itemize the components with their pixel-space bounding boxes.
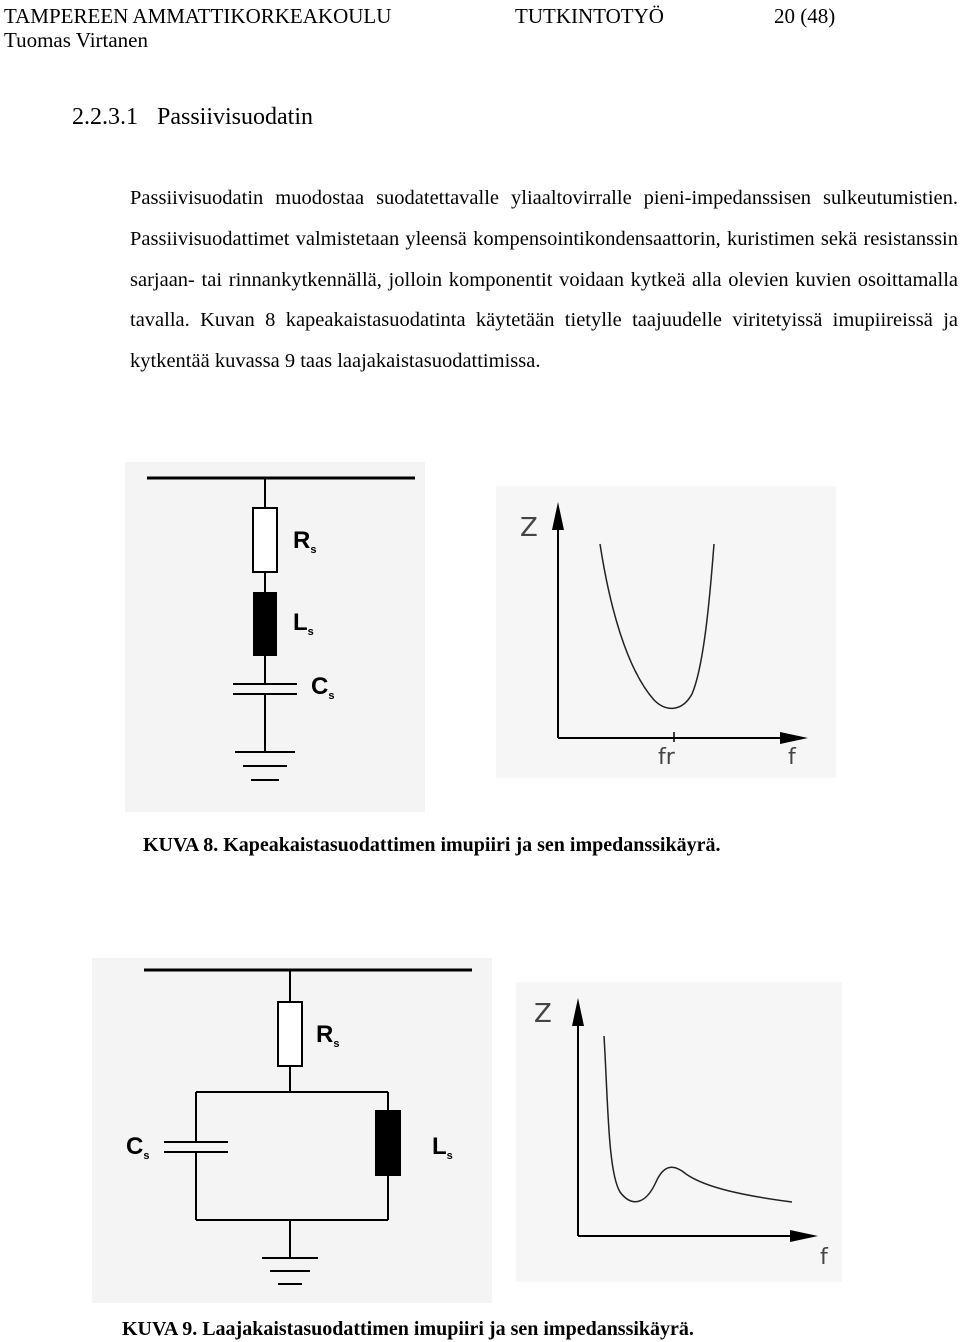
figure9-circuit <box>92 958 492 1303</box>
body-paragraph <box>130 178 958 382</box>
header-author: Tuomas Virtanen <box>4 28 148 52</box>
section-title: Passiivisuodatin <box>157 104 314 130</box>
inductor-label: $L_s$ <box>293 609 314 638</box>
resistor-label: $R_s$ <box>316 1021 340 1050</box>
resistor <box>253 508 277 572</box>
figure9-caption: KUVA 9. Laajakaistasuodattimen imupiiri ja sen impedanssikäyrä. <box>122 1318 694 1340</box>
figure9-graph <box>516 982 842 1282</box>
z-axis-label: Z <box>534 999 552 1029</box>
capacitor-label: $C_s$ <box>126 1133 150 1162</box>
header-institution: TAMPEREEN AMMATTIKORKEAKOULU <box>4 4 392 28</box>
section-number: 2.2.3.1 <box>72 104 138 130</box>
f-axis-label: f <box>788 745 796 770</box>
figure8-graph <box>496 486 836 778</box>
inductor-label: $L_s$ <box>432 1133 453 1162</box>
resistor-label: $R_s$ <box>293 527 317 556</box>
header-doc-type: TUTKINTOTYÖ <box>515 4 664 28</box>
z-axis-label: Z <box>520 513 538 543</box>
inductor <box>375 1110 401 1176</box>
figure8-circuit <box>125 462 425 812</box>
resistor <box>278 1002 302 1066</box>
f-axis-label: f <box>820 1245 828 1270</box>
header-page-number: 20 (48) <box>774 4 836 28</box>
fr-label: fr <box>658 745 675 770</box>
figure8-caption: KUVA 8. Kapeakaistasuodattimen imupiiri ja sen impedanssikäyrä. <box>143 834 721 856</box>
paragraph-text: Passiivisuodatin muodostaa suodatettavalle yliaaltovirralle pieni-impedanssisen sulkeutumistien. Passiivisuodattimet valmistetaan yleensä kompensointikondensaattorin, kuristimen sekä resistanssin sarjaan- tai rinnankytkennällä, jolloin komponentit voidaan kytkeä alla olevien kuvien osoittamalla tavalla. Kuvan 8 kapeakaistasuodatinta käytetään tietylle taajuudelle viritetyissä imupiireissä ja kytkentää kuvassa 9 taas laajakaistasuodattimissa. <box>130 187 958 373</box>
inductor <box>253 592 277 656</box>
capacitor-label: $C_s$ <box>311 673 335 702</box>
